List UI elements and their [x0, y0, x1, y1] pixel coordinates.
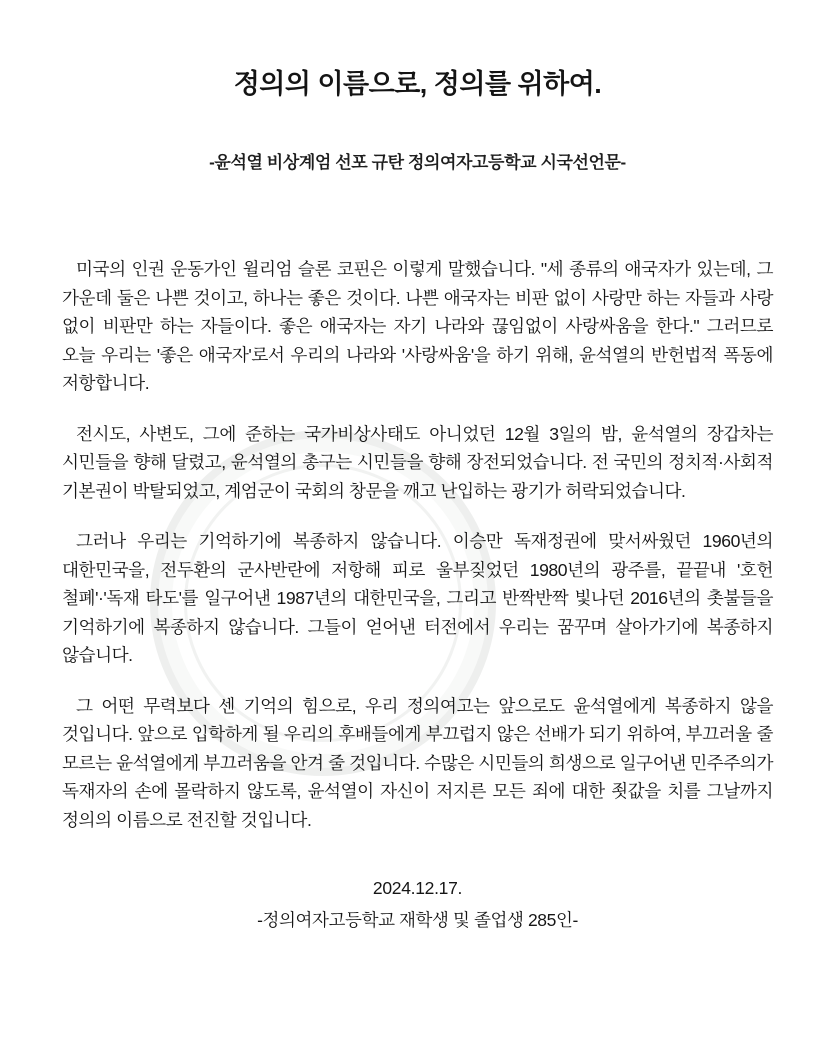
paragraph: 그러나 우리는 기억하기에 복종하지 않습니다. 이승만 독재정권에 맞서싸웠던 1960년의 대한민국을, 전두환의 군사반란에 저항해 피로 울부짖었던 1980년의 광주를, 끝끝내 '호헌 철폐'·'독재 타도'를 일구어낸 1987년의 대한민국을, 그리고 반짝반짝 빛나던 2016년의 촛불들을 기억하기에 복종하지 않습니다. 그들이 얻어낸 터전에서 우리는 꿈꾸며 살아가기에 복종하지 않습니다.: [62, 531, 773, 666]
paragraph: 전시도, 사변도, 그에 준하는 국가비상사태도 아니었던 12월 3일의 밤, 윤석열의 장갑차는 시민들을 향해 달렸고, 윤석열의 총구는 시민들을 향해 장전되었습니다. 전 국민의 정치적·사회적 기본권이 박탈되었고, 계엄군이 국회의 창문을 깨고 난입하는 광기가 허락되었습니다.: [62, 423, 773, 501]
signature-block: [62, 878, 773, 932]
paragraph: 그 어떤 무력보다 센 기억의 힘으로, 우리 정의여고는 앞으로도 윤석열에게 복종하지 않을 것입니다. 앞으로 입학하게 될 우리의 후배들에게 부끄럽지 않은 선배가 되기 위하여, 부끄러울 줄 모르는 윤석열에게 부끄러움을 안겨 줄 것입니다. 수많은 시민들의 희생으로 일구어낸 민주주의가 독재자의 손에 몰락하지 않도록, 윤석열이 자신이 저지른 모든 죄에 대한 죗값을 치를 그날까지 정의의 이름으로 전진할 것입니다.: [62, 695, 773, 830]
statement-date: 2024.12.17.: [372, 878, 463, 899]
statement-signers: -정의여자고등학교 재학생 및 졸업생 285인-: [257, 910, 578, 931]
page-subtitle: -윤석열 비상계엄 선포 규탄 정의여자고등학교 시국선언문-: [209, 153, 626, 173]
page-title: 정의의 이름으로, 정의를 위하여.: [233, 69, 602, 99]
statement-body: [62, 255, 773, 834]
paragraph: 미국의 인권 운동가인 윌리엄 슬론 코핀은 이렇게 말했습니다. "세 종류의 애국자가 있는데, 그 가운데 둘은 나쁜 것이고, 하나는 좋은 것이다. 나쁜 애국자는 비판 없이 사랑만 하는 자들과 사랑 없이 비판만 하는 자들이다. 좋은 애국자는 자기 나라와 끊임없이 사랑싸움을 한다." 그러므로 오늘 우리는 '좋은 애국자'로서 우리의 나라와 '사랑싸움'을 하기 위해, 윤석열의 반헌법적 폭동에 저항합니다.: [62, 259, 773, 394]
